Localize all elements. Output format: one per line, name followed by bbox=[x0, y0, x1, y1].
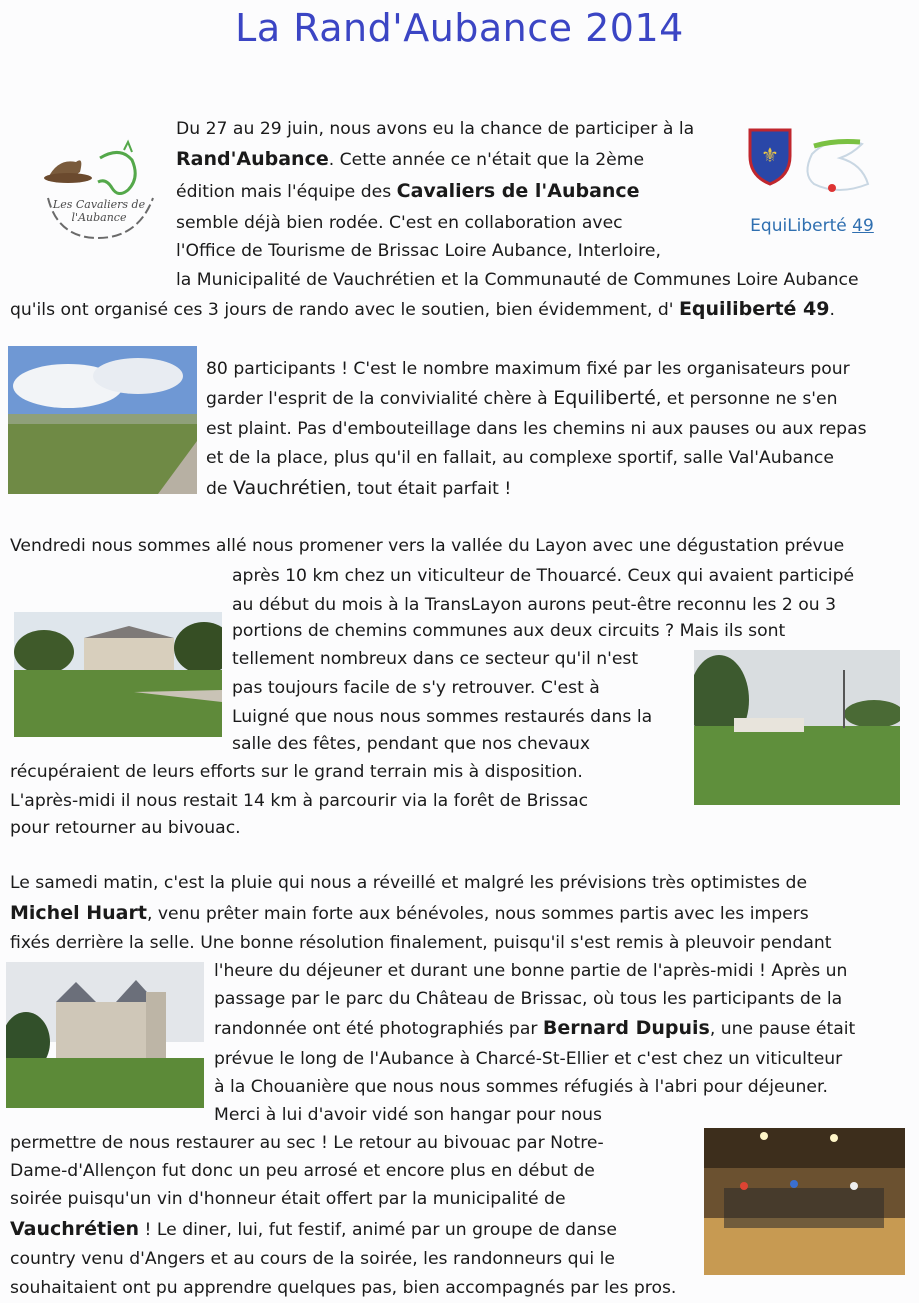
p1-line-3-text: édition mais l'équipe des bbox=[176, 182, 397, 202]
p4-line-1: Le samedi matin, c'est la pluie qui nous a réveillé et malgré les prévisions très optimistes de bbox=[10, 873, 808, 893]
p4-line-5: passage par le parc du Château de Brissac, où tous les participants de la bbox=[214, 989, 843, 1009]
michel-huart-bold: Michel Huart bbox=[10, 902, 147, 924]
p4-line-12: soirée puisqu'un vin d'honneur était offert par la municipalité de bbox=[10, 1189, 566, 1209]
p4-line-9: Merci à lui d'avoir vidé son hangar pour nous bbox=[214, 1105, 602, 1125]
p1-line-2-text: . Cette année ce n'était que la 2ème bbox=[328, 150, 645, 170]
p4-line-7: prévue le long de l'Aubance à Charcé-St-Ellier et c'est chez un viticulteur bbox=[214, 1049, 843, 1069]
p1-line-7-text: qu'ils ont organisé ces 3 jours de rando avec le soutien, bien évidemment, d' bbox=[10, 300, 679, 320]
p2-line-5-end: , tout était parfait ! bbox=[346, 479, 512, 499]
p3-line-1: Vendredi nous sommes allé nous promener vers la vallée du Layon avec une dégustation prévue bbox=[10, 536, 845, 556]
cavaliers-logo-text: Les Cavaliers de l'Aubance bbox=[52, 198, 146, 224]
p4-line-14: country venu d'Angers et au cours de la soirée, les randonneurs qui le bbox=[10, 1249, 615, 1269]
p2-line-2-end: , et personne ne s'en bbox=[655, 389, 838, 409]
p2-vauchretien: Vauchrétien bbox=[232, 477, 347, 499]
rand-aubance-bold: Rand'Aubance bbox=[176, 148, 329, 170]
p3-line-11: pour retourner au bivouac. bbox=[10, 818, 241, 838]
p1-line-7-end: . bbox=[829, 300, 835, 320]
p2-equiliberte: Equiliberté bbox=[553, 387, 656, 409]
p2-line-5-text: de bbox=[206, 479, 233, 499]
p1-line-6: la Municipalité de Vauchrétien et la Communauté de Communes Loire Aubance bbox=[176, 270, 859, 290]
p1-line-2 bbox=[176, 148, 644, 171]
p2-line-5 bbox=[206, 477, 511, 500]
p3-line-10: L'après-midi il nous restait 14 km à parcourir via la forêt de Brissac bbox=[10, 791, 589, 811]
photo-castle bbox=[6, 962, 204, 1108]
vauchretien-bold: Vauchrétien bbox=[10, 1218, 140, 1240]
p1-line-5: l'Office de Tourisme de Brissac Loire Aubance, Interloire, bbox=[176, 241, 661, 261]
cavaliers-bold: Cavaliers de l'Aubance bbox=[396, 180, 640, 202]
photo-dance-hall bbox=[704, 1128, 905, 1275]
p4-line-10: permettre de nous restaurer au sec ! Le retour au bivouac par Notre- bbox=[10, 1133, 604, 1153]
p4-line-2 bbox=[10, 902, 809, 925]
p2-line-2-text: garder l'esprit de la convivialité chère à bbox=[206, 389, 554, 409]
p3-line-4: portions de chemins communes aux deux circuits ? Mais ils sont bbox=[232, 621, 786, 641]
p4-line-15: souhaitaient ont pu apprendre quelques pas, bien accompagnés par les pros. bbox=[10, 1278, 677, 1298]
p2-line-1: 80 participants ! C'est le nombre maximum fixé par les organisateurs pour bbox=[206, 359, 850, 379]
p3-line-9: récupéraient de leurs efforts sur le grand terrain mis à disposition. bbox=[10, 762, 583, 782]
horse-logo-icon bbox=[28, 138, 168, 248]
cavaliers-logo bbox=[28, 138, 168, 248]
p4-line-13-text: ! Le diner, lui, fut festif, animé par un groupe de danse bbox=[139, 1220, 617, 1240]
photo-horses-field bbox=[694, 650, 900, 805]
p3-line-8: salle des fêtes, pendant que nos chevaux bbox=[232, 734, 591, 754]
page-title: La Rand'Aubance 2014 bbox=[235, 6, 684, 50]
equiliberte-number: 49 bbox=[852, 216, 874, 236]
equiliberte-name: EquiLiberté bbox=[750, 216, 847, 236]
p4-line-6-text: randonnée ont été photographiés par bbox=[214, 1019, 543, 1039]
p4-line-8: à la Chouanière que nous nous sommes réfugiés à l'abri pour déjeuner. bbox=[214, 1077, 828, 1097]
p4-line-13 bbox=[10, 1218, 617, 1241]
equiliberte-logo bbox=[742, 124, 882, 242]
p1-line-1: Du 27 au 29 juin, nous avons eu la chance de participer à la bbox=[176, 119, 695, 139]
p4-line-6 bbox=[214, 1017, 855, 1040]
photo-manor bbox=[14, 612, 222, 737]
p2-line-4: et de la place, plus qu'il en fallait, au complexe sportif, salle Val'Aubance bbox=[206, 448, 834, 468]
p4-line-6-end: , une pause était bbox=[709, 1019, 856, 1039]
p3-line-6: pas toujours facile de s'y retrouver. C'est à bbox=[232, 678, 600, 698]
equiliberte-logo-icon bbox=[742, 124, 882, 214]
p3-line-2: après 10 km chez un viticulteur de Thouarcé. Ceux qui avaient participé bbox=[232, 566, 855, 586]
p1-line-3 bbox=[176, 180, 640, 203]
p4-line-4: l'heure du déjeuner et durant une bonne partie de l'après-midi ! Après un bbox=[214, 961, 848, 981]
p3-line-3: au début du mois à la TransLayon aurons peut-être reconnu les 2 ou 3 bbox=[232, 595, 837, 615]
p3-line-7: Luigné que nous nous sommes restaurés dans la bbox=[232, 707, 653, 727]
p2-line-2 bbox=[206, 387, 837, 410]
photo-countryside bbox=[8, 346, 197, 494]
bernard-dupuis-bold: Bernard Dupuis bbox=[542, 1017, 710, 1039]
equiliberte-bold: Equiliberté 49 bbox=[678, 298, 830, 320]
p1-line-4: semble déjà bien rodée. C'est en collaboration avec bbox=[176, 213, 623, 233]
p4-line-2-text: , venu prêter main forte aux bénévoles, nous sommes partis avec les impers bbox=[146, 904, 809, 924]
p1-line-7 bbox=[10, 298, 835, 321]
p4-line-11: Dame-d'Allençon fut donc un peu arrosé et encore plus en début de bbox=[10, 1161, 595, 1181]
p2-line-3: est plaint. Pas d'embouteillage dans les chemins ni aux pauses ou aux repas bbox=[206, 419, 867, 439]
svg-text:⚜: ⚜ bbox=[761, 143, 779, 167]
p4-line-3: fixés derrière la selle. Une bonne résolution finalement, puisqu'il s'est remis à pleuvoir pendant bbox=[10, 933, 832, 953]
p3-line-5: tellement nombreux dans ce secteur qu'il n'est bbox=[232, 649, 639, 669]
